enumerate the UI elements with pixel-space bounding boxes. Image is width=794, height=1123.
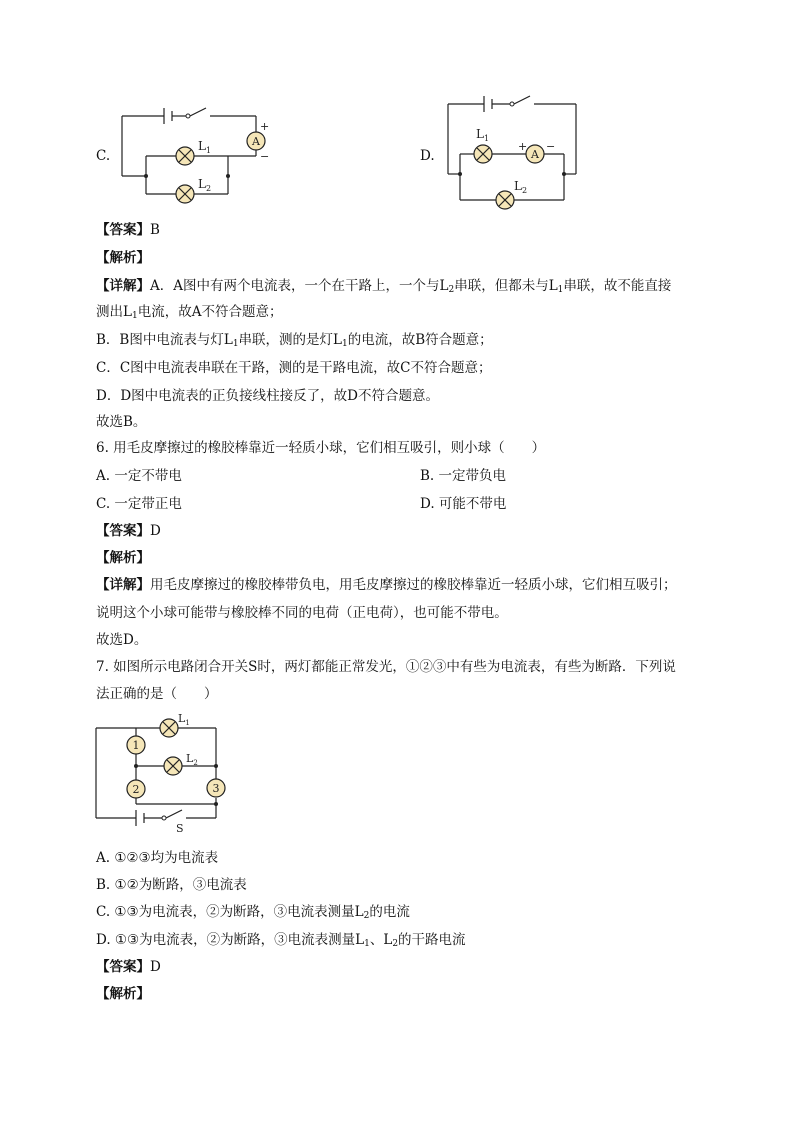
lamp-l1-icon xyxy=(176,147,194,165)
q6-option-b: B. 一定带负电 xyxy=(420,468,507,484)
plus-terminal: + xyxy=(518,140,528,153)
lamp-l2-label: $L_2$ xyxy=(514,179,528,195)
q7-stem-line1: 7. 如图所示电路闭合开关S时，两灯都能正常发光，①②③中有些为电流表，有些为断路．下列说 xyxy=(96,659,676,675)
q6-option-d: D. 可能不带电 xyxy=(420,496,507,512)
lamp-l1-icon xyxy=(160,719,178,737)
lamp-l2-label: $L_2$ xyxy=(186,752,198,767)
q5-detail-a-line2: 测出$L_1$电流，故A不符合题意； xyxy=(96,304,283,321)
q6-answer: 【答案】D xyxy=(96,523,161,539)
q6-option-a: A. 一定不带电 xyxy=(96,468,182,484)
ammeter-symbol: A xyxy=(531,148,539,161)
lamp-l1-label: $L_1$ xyxy=(178,712,190,727)
circuit-diagram-q7 xyxy=(92,712,242,838)
q7-answer: 【答案】D xyxy=(96,959,161,975)
meter-1-icon xyxy=(127,736,145,754)
plus-terminal: + xyxy=(260,120,270,133)
meter-1-number: 1 xyxy=(132,739,140,752)
q7-option-d: D. ①③为电流表，②为断路，③电流表测量$L_1$、$L_2$的干路电流 xyxy=(96,932,466,949)
lamp-l1-label: $L_1$ xyxy=(476,127,490,143)
option-d-label: D. xyxy=(420,148,435,164)
meter-3-number: 3 xyxy=(212,782,220,795)
q6-conclusion: 故选D。 xyxy=(96,632,148,648)
option-c-label: C. xyxy=(96,148,111,164)
meter-2-icon xyxy=(127,780,145,798)
q5-detail-d: D．D图中电流表的正负接线柱接反了，故D不符合题意。 xyxy=(96,388,439,404)
q5-analysis-tag: 【解析】 xyxy=(96,250,150,266)
lamp-l2-icon xyxy=(496,191,514,209)
q6-option-c: C. 一定带正电 xyxy=(96,496,182,512)
q7-option-b: B. ①②为断路，③电流表 xyxy=(96,877,247,893)
lamp-l2-icon xyxy=(164,757,182,775)
q5-detail-c: C．C图中电流表串联在干路，测的是干路电流，故C不符合题意； xyxy=(96,360,492,376)
minus-terminal: − xyxy=(546,140,556,153)
q7-option-a: A. ①②③均为电流表 xyxy=(96,850,219,866)
q7-stem-line2: 法正确的是（ ） xyxy=(96,686,218,702)
q6-analysis-tag: 【解析】 xyxy=(96,550,150,566)
q5-detail-a-line1: 【详解】A．A图中有两个电流表，一个在干路上，一个与$L_2$串联，但都未与$L_1$串联，故不能直接 xyxy=(96,278,672,295)
lamp-l2-icon xyxy=(176,185,194,203)
q6-stem: 6. 用毛皮摩擦过的橡胶棒靠近一轻质小球，它们相互吸引，则小球（ ） xyxy=(96,440,546,456)
switch-label: S xyxy=(176,822,184,835)
circuit-diagram-c xyxy=(110,98,280,208)
meter-3-icon xyxy=(207,779,225,797)
q7-analysis-tag: 【解析】 xyxy=(96,986,150,1002)
q7-option-c: C. ①③为电流表，②为断路，③电流表测量$L_2$的电流 xyxy=(96,904,410,921)
circuit-diagram-d xyxy=(440,92,590,212)
meter-2-number: 2 xyxy=(132,783,140,796)
lamp-l1-icon xyxy=(474,145,492,163)
lamp-l2-label: $L_2$ xyxy=(198,177,212,193)
lamp-l1-label: $L_1$ xyxy=(198,139,212,155)
q5-answer: 【答案】B xyxy=(96,222,160,238)
ammeter-icon xyxy=(247,132,265,150)
q5-detail-b: B．B图中电流表与灯$L_1$串联，测的是灯$L_1$的电流，故B符合题意； xyxy=(96,332,493,349)
minus-terminal: − xyxy=(260,150,270,163)
q6-detail-1: 【详解】用毛皮摩擦过的橡胶棒带负电，用毛皮摩擦过的橡胶棒靠近一轻质小球，它们相互吸引； xyxy=(96,577,677,593)
ammeter-symbol: A xyxy=(252,135,260,148)
ammeter-icon xyxy=(526,145,544,163)
q6-detail-2: 说明这个小球可能带与橡胶棒不同的电荷（正电荷），也可能不带电。 xyxy=(96,605,508,621)
q5-conclusion: 故选B。 xyxy=(96,414,147,430)
